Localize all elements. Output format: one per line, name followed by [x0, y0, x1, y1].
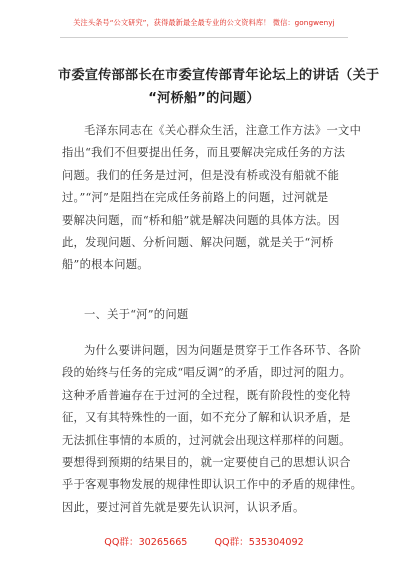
header-divider [60, 37, 348, 38]
paragraph-line: 问题。我们的任务是过河，但是没有桥或没有船就不能 [62, 168, 340, 182]
paragraph-2 [62, 340, 363, 519]
paragraph-line: 毛泽东同志在《关心群众生活，注意工作方法》一文中 [84, 124, 362, 137]
paragraph-line: 过。”“河”是阻挡在完成任务前路上的问题，过河就是 [62, 191, 329, 205]
qq-group-2: QQ群：535304092 [214, 537, 304, 548]
paragraph-1 [62, 120, 362, 277]
title-line-1: 市委宣传部部长在市委宣传部青年论坛上的讲话（关于 [58, 68, 380, 83]
paragraph-line: 因此，要过河首先就是要先认识河，认识矛盾。 [62, 500, 305, 514]
paragraph-line: 此，发现问题、分析问题、解决问题，就是关于“河桥 [62, 236, 334, 250]
header-note: 关注头条号“公文研究”，获得最新最全最专业的公文资料库！ 微信：gongwenyj [73, 18, 335, 27]
section-heading-1 [62, 304, 350, 326]
footer-contact [0, 534, 408, 548]
paragraph-line: 段的始终与任务的完成“唱反调”的矛盾，即过河的阻力。 [62, 366, 352, 380]
section-heading-text: 一、关于“河”的问题 [84, 308, 189, 321]
qq-group-1: QQ群：30265665 [104, 537, 188, 548]
paragraph-line: 船”的根本问题。 [62, 258, 149, 272]
paragraph-line: 无法抓住事情的本质的，过河就会出现这样那样的问题。 [62, 433, 351, 447]
paragraph-line: 这种矛盾普遍存在于过河的全过程，既有阶段性的变化特 [62, 388, 351, 402]
paragraph-line: 要想得到预期的结果目的，就一定要使自己的思想认识合 [62, 456, 351, 470]
paragraph-line: 要解决问题，而“桥和船”就是解决问题的具体方法。因 [62, 213, 340, 227]
paragraph-line: 征，又有其特殊性的一面，如不充分了解和认识矛盾，是 [62, 411, 351, 425]
paragraph-line: 乎于客观事物发展的规律性即认识工作中的矛盾的规律性。 [62, 478, 363, 492]
document-title [58, 64, 380, 110]
paragraph-line: 指出“我们不但要提出任务，而且要解决完成任务的方法 [62, 146, 346, 160]
title-line-2: “河桥船”的问题） [148, 91, 260, 106]
paragraph-line: 为什么要讲问题，因为问题是贯穿于工作各环节、各阶 [84, 344, 362, 357]
